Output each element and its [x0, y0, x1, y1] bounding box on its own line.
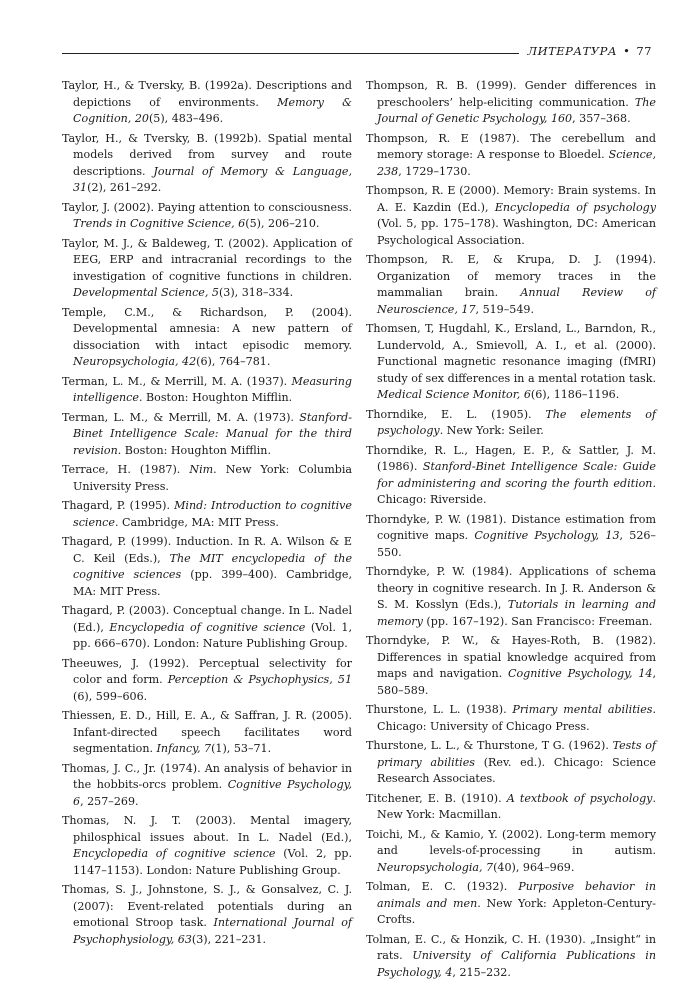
- reference-text: Thagard, P. (1999). Induction. In R. A. Wilson & E C. Keil (Eds.),: [62, 535, 352, 565]
- reference-text: Tolman, E. C., & Honzik, C. H. (1930). „Insight“ in rats.: [366, 932, 656, 962]
- reference-source-italic: University of California Publications in Psychology, 4: [377, 949, 656, 979]
- reference-text: Terrace, H. (1987).: [62, 463, 190, 476]
- reference-text: Thagard, P. (1995).: [62, 499, 175, 512]
- reference-entry: [366, 407, 656, 440]
- reference-text: , 257–269.: [80, 794, 139, 808]
- reference-source-italic: Perception & Psychophysics, 51: [167, 673, 352, 686]
- running-header: [62, 44, 652, 64]
- reference-entry: [62, 236, 352, 302]
- header-rule: [62, 53, 532, 54]
- reference-entry: [62, 374, 352, 407]
- reference-entry: [366, 252, 656, 318]
- reference-text: Thompson, R. E, & Krupa, D. J. (1994). Organization of memory traces in the mammalian brain.: [366, 253, 656, 299]
- reference-text: . New York: Columbia University Press.: [73, 463, 352, 493]
- reference-source-italic: International Journal of Psychophysiology, 63: [73, 916, 353, 946]
- reference-text: (6), 764–781.: [196, 355, 271, 368]
- reference-source-italic: A textbook of psychology: [506, 791, 653, 805]
- reference-entry: [62, 78, 352, 128]
- header-bullet: •: [623, 44, 631, 58]
- reference-entry: [366, 564, 656, 630]
- reference-source-italic: Cognitive Psychology, 14: [508, 667, 653, 680]
- reference-entry: [366, 827, 656, 877]
- reference-source-italic: Neuropsychologia, 7: [377, 860, 494, 874]
- reference-text: Thagard, P. (2003). Conceptual change. In L. Nadel (Ed.),: [62, 604, 352, 634]
- reference-source-italic: Annual Review of Neuroscience, 17: [377, 286, 656, 316]
- reference-text: Temple, C.M., & Richardson, P. (2004). Developmental amnesia: A new pattern of dissociation with intact episodic memory.: [62, 305, 352, 352]
- reference-source-italic: Purposive behavior in animals and men: [377, 880, 656, 910]
- running-title: ЛИТЕРАТУРА: [527, 44, 618, 58]
- reference-entry: [366, 443, 656, 509]
- reference-text: Taylor, H., & Tversky, B. (1992a). Descriptions and depictions of environments.: [62, 79, 352, 109]
- reference-entry: [366, 791, 656, 824]
- reference-text: (1), 53–71.: [211, 742, 272, 755]
- reference-text: . Boston: Houghton Mifflin.: [117, 443, 271, 457]
- reference-source-italic: Trends in Cognitive Science, 6: [73, 217, 246, 230]
- reference-entry: [366, 702, 656, 735]
- reference-source-italic: Encyclopedia of cognitive science: [109, 620, 306, 634]
- reference-entry: [366, 78, 656, 128]
- reference-source-italic: Tutorials in learning and memory: [377, 598, 656, 628]
- reference-text: , 580–589.: [377, 667, 656, 697]
- reference-text: (6), 1186–1196.: [530, 388, 620, 401]
- reference-text: , 526–550.: [377, 529, 656, 559]
- references-left-column: [62, 78, 352, 951]
- reference-text: (40), 964–969.: [493, 860, 575, 874]
- reference-entry: [366, 321, 656, 404]
- reference-source-italic: Memory & Cognition, 20: [73, 95, 352, 125]
- reference-text: Thomsen, T, Hugdahl, K., Ersland, L., Barndon, R., Lundervold, A., Smievoll, A. I., et al. (2000). Functional magnetic resonance imaging (fMRI) study of sex differences in a mental rotation task.: [366, 322, 656, 385]
- reference-text: (pp. 167–192). San Francisco: Freeman.: [422, 614, 653, 628]
- reference-entry: [62, 603, 352, 653]
- reference-source-italic: Stanford-Binet Intelligence Scale: Manual for the third revision: [73, 410, 352, 457]
- reference-entry: [62, 761, 352, 811]
- reference-entry: [366, 879, 656, 929]
- reference-entry: [62, 813, 352, 879]
- reference-text: Thompson, R. B. (1999). Gender differences in preschoolers’ help-eliciting communication.: [366, 79, 656, 109]
- reference-source-italic: Mind: Introduction to cognitive science: [73, 499, 352, 529]
- reference-text: (5), 483–496.: [148, 112, 224, 125]
- reference-source-italic: Encyclopedia of psychology: [494, 200, 656, 214]
- reference-text: Thurstone, L. L., & Thurstone, T G. (1962).: [366, 739, 613, 752]
- reference-entry: [366, 738, 656, 788]
- reference-source-italic: Nim: [189, 463, 214, 476]
- reference-text: (pp. 399–400). Cambridge, MA: MIT Press.: [73, 568, 352, 598]
- reference-source-italic: Encyclopedia of cognitive science: [73, 847, 276, 860]
- reference-source-italic: Cognitive Psychology, 13: [474, 529, 620, 542]
- reference-text: , 519–549.: [475, 302, 534, 316]
- references-right-column: [366, 78, 656, 984]
- reference-text: . Cambridge, MA: MIT Press.: [114, 515, 279, 529]
- reference-entry: [366, 633, 656, 699]
- reference-text: Thorndyke, P. W. (1981). Distance estimation from cognitive maps.: [366, 512, 656, 542]
- reference-source-italic: Medical Science Monitor, 6: [377, 388, 531, 401]
- reference-text: Titchener, E. B. (1910).: [366, 791, 507, 805]
- reference-source-italic: Primary mental abilities: [512, 703, 653, 716]
- reference-text: , 215–232.: [452, 965, 511, 979]
- reference-entry: [62, 656, 352, 706]
- reference-text: . New York: Macmillan.: [377, 791, 656, 821]
- reference-text: (Rev. ed.). Chicago: Science Research Associates.: [377, 755, 656, 785]
- reference-text: Thorndike, E. L. (1905).: [366, 407, 546, 421]
- reference-text: Toichi, M., & Kamio, Y. (2002). Long-term memory and levels-of-processing in autism.: [366, 827, 656, 857]
- reference-source-italic: Science, 238: [377, 148, 656, 178]
- reference-text: . Chicago: University of Chicago Press.: [377, 703, 656, 733]
- reference-text: Thomas, N. J. T. (2003). Mental imagery, philosphical issues about. In L. Nadel (Ed.),: [62, 814, 352, 844]
- reference-entry: [62, 131, 352, 197]
- reference-entry: [62, 882, 352, 948]
- reference-text: , 357–368.: [572, 112, 631, 125]
- reference-text: (Vol. 5, pp. 175–178). Washington, DC: American Psychological Association.: [377, 217, 656, 247]
- reference-text: Thiessen, E. D., Hill, E. A., & Saffran, J. R. (2005). Infant-directed speech facilitates word segmentation.: [62, 709, 352, 755]
- reference-entry: [366, 131, 656, 181]
- reference-source-italic: The elements of psychology: [377, 407, 656, 437]
- reference-entry: [62, 410, 352, 460]
- reference-text: Thorndyke, P. W., & Hayes-Roth, B. (1982). Differences in spatial knowledge acquired from maps and navigation.: [366, 634, 656, 680]
- reference-text: Taylor, M. J., & Baldeweg, T. (2002). Application of EEG, ERP and intracranial recordings to the investigation of cognitive functions in children.: [62, 236, 352, 283]
- reference-text: Thorndike, R. L., Hagen, E. P., & Sattler, J. M. (1986).: [366, 443, 656, 473]
- reference-text: Taylor, J. (2002). Paying attention to consciousness.: [62, 200, 352, 214]
- header-text: [519, 44, 652, 58]
- reference-entry: [366, 183, 656, 249]
- reference-text: (2), 261–292.: [87, 181, 162, 194]
- reference-source-italic: Neuropsychologia, 42: [73, 355, 197, 368]
- reference-entry: [62, 498, 352, 531]
- reference-entry: [366, 932, 656, 982]
- reference-text: (3), 318–334.: [218, 286, 294, 299]
- reference-source-italic: Infancy, 7: [156, 742, 212, 755]
- reference-source-italic: Developmental Science, 5: [73, 286, 219, 299]
- reference-text: Terman, L. M., & Merrill, M. A. (1973).: [62, 410, 300, 424]
- reference-text: Terman, L. M., & Merrill, M. A. (1937).: [62, 374, 292, 388]
- reference-text: Tolman, E. C. (1932).: [366, 880, 519, 893]
- reference-text: (3), 221–231.: [191, 932, 267, 946]
- reference-source-italic: The Journal of Genetic Psychology, 160: [377, 95, 656, 125]
- reference-entry: [62, 534, 352, 600]
- reference-text: (6), 599–606.: [73, 689, 148, 703]
- reference-source-italic: Stanford-Binet Intelligence Scale: Guide for administering and scoring the fourth edition: [377, 460, 656, 490]
- reference-text: (5), 206–210.: [245, 217, 320, 230]
- reference-text: . New York: Seiler.: [439, 424, 544, 437]
- reference-source-italic: The MIT encyclopedia of the cognitive sciences: [73, 551, 353, 581]
- reference-text: (Vol. 1, pp. 666–670). London: Nature Publishing Group.: [73, 620, 352, 650]
- reference-entry: [62, 462, 352, 495]
- page-number: 77: [636, 44, 652, 58]
- reference-text: Thorndyke, P. W. (1984). Applications of schema theory in cognitive research. In J. R. Anderson & S. M. Kosslyn (Eds.),: [366, 565, 656, 611]
- reference-source-italic: Measuring intelligence: [73, 374, 352, 404]
- reference-text: Taylor, H., & Tversky, B. (1992b). Spatial mental models derived from survey and route descriptions.: [62, 131, 352, 178]
- reference-entry: [62, 200, 352, 233]
- reference-text: Thomas, S. J., Johnstone, S. J., & Gonsalvez, C. J. (2007): Event-related potentials during an emotional Stroop task.: [62, 883, 352, 929]
- reference-text: . Chicago: Riverside.: [377, 476, 656, 506]
- reference-text: . New York: Appleton-Century-Crofts.: [377, 896, 656, 926]
- reference-text: Thomas, J. C., Jr. (1974). An analysis of behavior in the hobbits-orcs problem.: [62, 761, 352, 791]
- reference-entry: [62, 305, 352, 371]
- reference-text: , 1729–1730.: [398, 164, 471, 178]
- reference-source-italic: Journal of Memory & Language, 31: [73, 164, 352, 194]
- reference-text: Theeuwes, J. (1992). Perceptual selectivity for color and form.: [62, 656, 352, 686]
- reference-text: (Vol. 2, pp. 1147–1153). London: Nature Publishing Group.: [73, 847, 352, 877]
- reference-source-italic: Tests of primary abilities: [377, 739, 656, 769]
- reference-text: . Boston: Houghton Mifflin.: [138, 391, 293, 404]
- reference-text: Thurstone, L. L. (1938).: [366, 703, 513, 716]
- reference-entry: [62, 708, 352, 758]
- reference-text: Thompson, R. E (1987). The cerebellum and memory storage: A response to Bloedel.: [366, 131, 656, 161]
- reference-entry: [366, 512, 656, 562]
- reference-source-italic: Cognitive Psychology, 6: [73, 778, 352, 808]
- reference-text: Thompson, R. E (2000). Memory: Brain systems. In A. E. Kazdin (Ed.),: [366, 184, 656, 214]
